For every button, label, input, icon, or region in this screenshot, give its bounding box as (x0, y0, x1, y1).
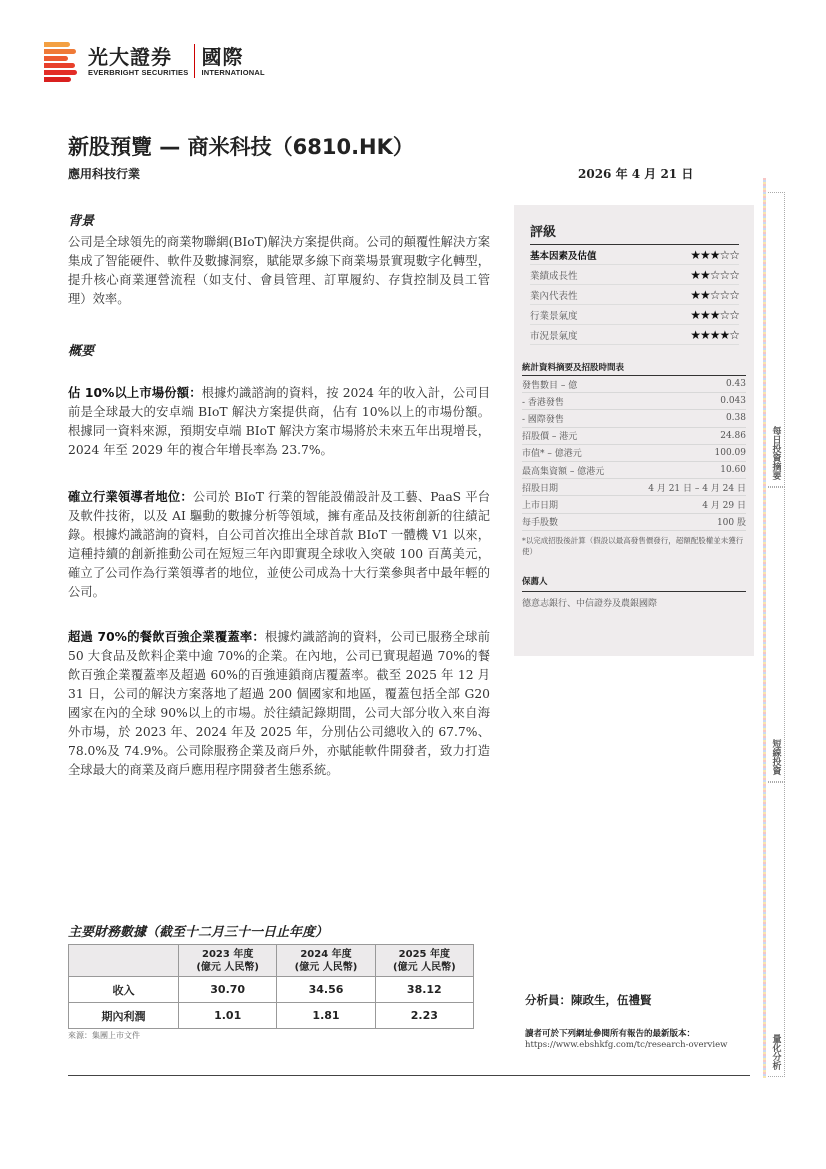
stats-row (522, 462, 746, 479)
star-rating-icon: ★★★☆☆ (690, 247, 739, 262)
overview-section (68, 628, 490, 780)
background-text: 公司是全球領先的商業物聯網(BIoT)解決方案提供商。公司的顛覆性解決方案集成了智能硬件、軟件及數據洞察，賦能眾多線下商業場景實現數字化轉型，提升核心商業運營流程（如支付、會員管理、訂單履約、存貨控制及員工管理）效率。 (68, 235, 490, 306)
section-text: 公司於 BIoT 行業的智能設備設計及工藝、PaaS 平台及軟件技術，以及 AI 驅動的數據分析等領域，擁有產品及技術創新的往績記錄。根據灼識諮詢的資料，自公司首次推出全球首款 BIoT 一體機 V1 以來，這種持續的創新推動公司在短短三年內即實現全球收入突破 100 百萬美元，確立了公司作為行業領導者的地位，並使公司成為十大行業參與者中最年輕的公司。 (68, 490, 490, 599)
stats-row (522, 410, 746, 427)
section-title: 佔 10%以上市場份額： (68, 386, 202, 400)
stats-label: 招股日期 (522, 483, 559, 494)
financials-heading: 主要財務數據（截至十二月三十一日止年度） (68, 925, 329, 940)
rating-label: 基本因素及估值 (530, 250, 597, 262)
logo-intl-en: INTERNATIONAL (201, 67, 265, 77)
stats-row (522, 428, 746, 445)
side-tab[interactable]: 短線投資 (768, 487, 785, 782)
rating-row (530, 285, 739, 305)
analyst-names: 分析員：陳政生，伍禮賢 (525, 993, 652, 1007)
background-heading: 背景 (68, 214, 95, 229)
company-logo (44, 40, 265, 82)
stats-row (522, 496, 746, 513)
star-rating-icon: ★★☆☆☆ (690, 287, 739, 302)
stats-value: 24.86 (720, 430, 746, 441)
stats-label: 市值* – 億港元 (522, 449, 582, 460)
rating-heading: 評級 (530, 221, 739, 245)
stats-note: *以完成招股後計算（假設以最高發售價發行，超額配股權並未獲行使） (522, 535, 744, 556)
overview-section (68, 488, 490, 602)
overview-section (68, 384, 490, 460)
side-tab[interactable]: 量化分析 (768, 782, 785, 1077)
stats-label: 每手股數 (522, 518, 559, 529)
rating-label: 市況景氣度 (530, 330, 578, 342)
stats-value: 4 月 29 日 (702, 500, 746, 511)
stats-heading: 統計資料摘要及招股時間表 (522, 361, 746, 376)
sponsor-text: 德意志銀行、中信證券及農銀國際 (522, 599, 658, 610)
rating-row (530, 265, 739, 285)
table-row: 期內利潤 1.01 1.81 2.23 (69, 1003, 474, 1029)
stats-value: 100 股 (716, 518, 746, 529)
side-tab[interactable]: 每日投資摘要 (768, 192, 785, 487)
page-title: 新股預覽 — 商米科技（6810.HK） (68, 135, 414, 159)
rating-row (530, 245, 739, 265)
stats-label: 發售數目 – 億 (522, 380, 578, 391)
stats-value: 100.09 (714, 447, 746, 458)
star-rating-icon: ★★★☆☆ (690, 307, 739, 322)
stats-label: - 香港發售 (522, 397, 564, 408)
financials-table (68, 944, 474, 1029)
star-rating-icon: ★★★★☆ (690, 327, 739, 342)
rating-label: 業內代表性 (530, 290, 578, 302)
column-header: 2025 年度 (億元 人民幣) (375, 945, 473, 977)
logo-intl-cn: 國際 (201, 44, 244, 69)
sponsor-heading: 保薦人 (522, 575, 746, 592)
rating-label: 業績成長性 (530, 270, 578, 282)
stats-value: 4 月 21 日 – 4 月 24 日 (648, 483, 746, 494)
stats-label: - 國際發售 (522, 414, 564, 425)
section-text: 根據灼識諮詢的資料，公司已服務全球前 50 大食品及飲料企業中逾 70%的企業。在內地，公司已實現超過 70%的餐飲百強企業覆蓋率及超過 60%的百強連鎖商店覆蓋率。截至 2025 年 12 月 31 日，公司的解決方案落地了超過 200 個國家和地區，覆蓋包括全部 G20 國家在內的全球 90%以上的市場。於往績記錄期間，公司大部分收入來自海外市場，於 2023 年、2024 年及 2025 年，分別佔公司總收入的 67.7%、78.0%及 74.9%。公司除服務企業及商戶外，亦賦能軟件開發者，致力打造全球最大的商業及商戶應用程序開發者生態系統。 (68, 630, 490, 777)
industry-label: 應用科技行業 (68, 167, 141, 181)
stats-label: 上市日期 (522, 500, 559, 511)
stats-value: 0.043 (720, 396, 746, 407)
section-title: 超過 70%的餐飲百強企業覆蓋率： (68, 630, 265, 644)
table-row: 收入 30.70 34.56 38.12 (69, 977, 474, 1003)
logo-en: EVERBRIGHT SECURITIES (88, 67, 189, 77)
section-text: 根據灼識諮詢的資料，按 2024 年的收入計，公司目前是全球最大的安卓端 BIoT 解決方案提供商，佔有 10%以上的市場份額。根據同一資料來源，預期安卓端 BIoT 解決方案市場將於未來五年出現增長，2024 年至 2029 年的複合年增長率為 23.7%。 (68, 386, 490, 457)
report-date: 2026 年 4 月 21 日 (578, 167, 694, 181)
logo-cn: 光大證券 (88, 44, 172, 69)
side-stripe (763, 178, 766, 1078)
stats-label: 最高集資額 – 億港元 (522, 466, 605, 477)
rating-row (530, 305, 739, 325)
stats-row (522, 376, 746, 393)
footer-divider (68, 1075, 750, 1076)
rating-label: 行業景氣度 (530, 310, 578, 322)
stats-label: 招股價 – 港元 (522, 432, 578, 443)
sidebar-panel (514, 205, 754, 656)
stats-value: 0.38 (725, 413, 746, 424)
stats-value: 0.43 (725, 379, 746, 390)
overview-heading: 概要 (68, 344, 95, 359)
source-note: 來源：集團上市文件 (68, 1031, 140, 1040)
stats-row (522, 445, 746, 462)
research-url-link[interactable]: https://www.ebshkfg.com/tc/research-overview (525, 1040, 728, 1050)
stats-row (522, 393, 746, 410)
stats-value: 10.60 (720, 465, 746, 476)
rating-row (530, 325, 739, 345)
column-header: 2024 年度 (億元 人民幣) (277, 945, 375, 977)
logo-mark-icon (44, 40, 78, 82)
stats-row (522, 514, 746, 531)
section-title: 確立行業領導者地位： (68, 490, 193, 504)
stats-row (522, 479, 746, 496)
reader-note: 讀者可於下列網址參閱所有報告的最新版本： (525, 1029, 696, 1039)
star-rating-icon: ★★☆☆☆ (690, 267, 739, 282)
column-header: 2023 年度 (億元 人民幣) (179, 945, 277, 977)
